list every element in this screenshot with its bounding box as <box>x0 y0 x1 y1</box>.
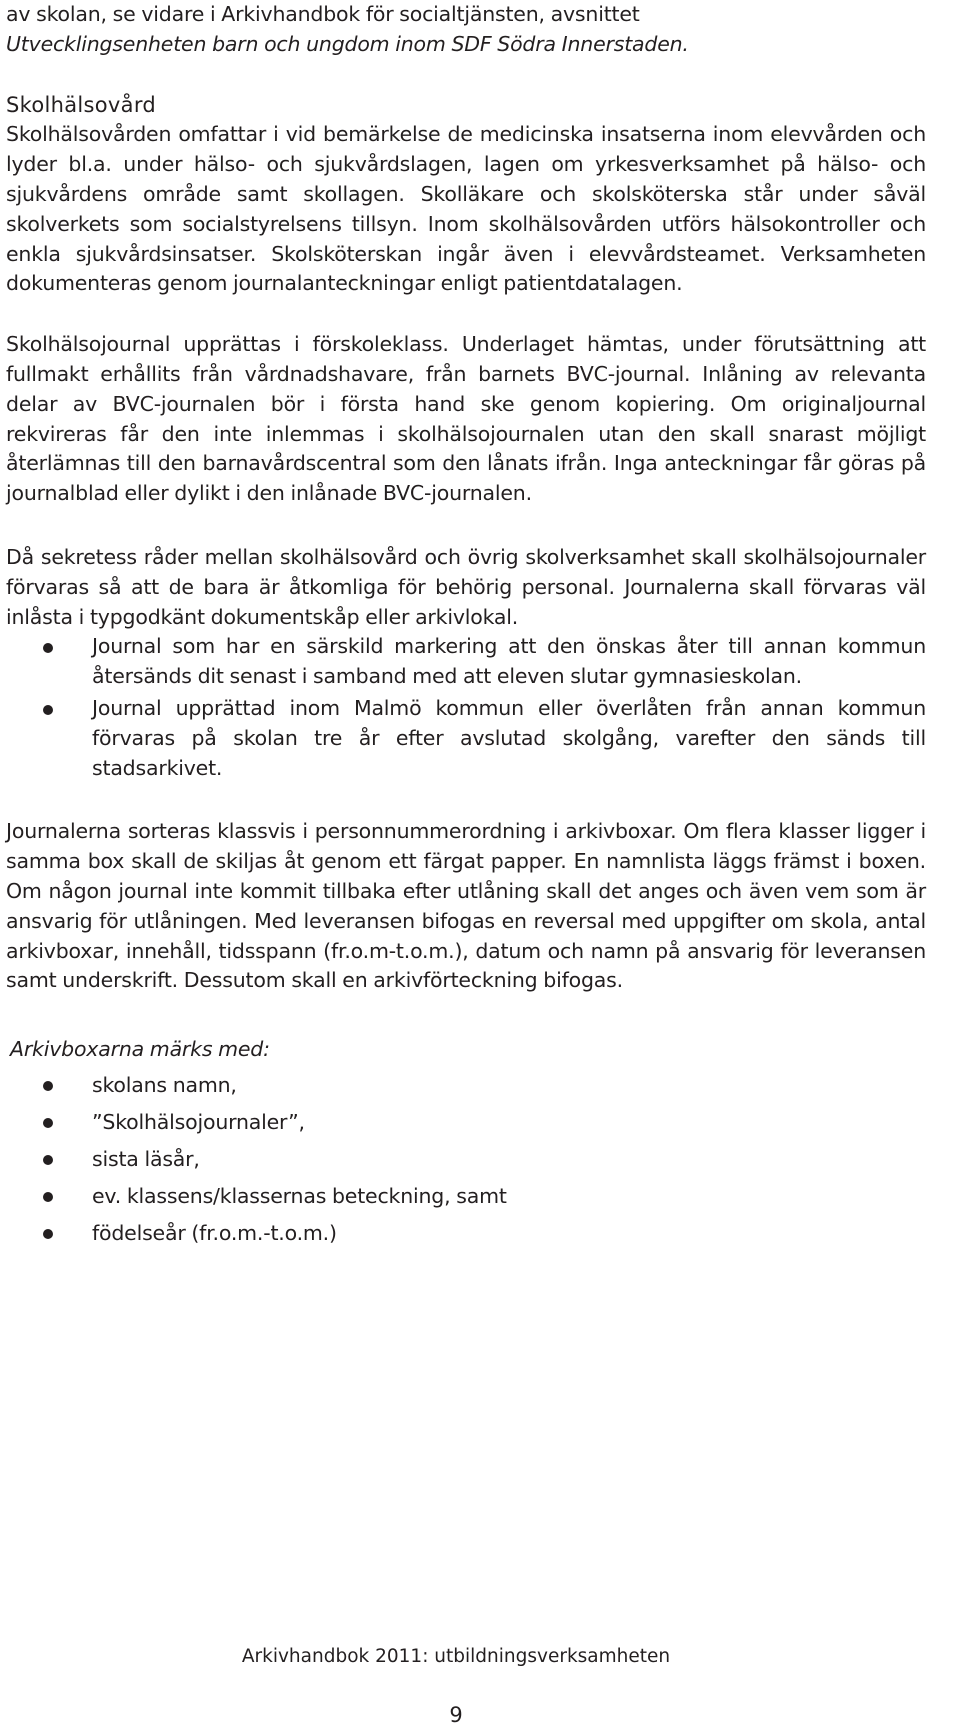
bullet-icon <box>43 1192 53 1202</box>
list-item <box>6 1141 926 1178</box>
paragraph-confidentiality: Då sekretess råder mellan skolhälsovård och övrig skolverksamhet skall skolhälsojournaler förvaras så att de bara är åtkomliga för behörig personal. Journalerna skall förvaras väl inlåsta i typgodkänt dokumentskåp eller arkivlokal. <box>6 544 926 629</box>
box-marking-label: Arkivboxarna märks med: <box>10 1037 270 1062</box>
list-item-text: födelseår (fr.o.m.-t.o.m.) <box>92 1220 337 1245</box>
list-item <box>6 1104 926 1141</box>
list-item-text: ”Skolhälsojournaler”, <box>92 1109 305 1134</box>
list-item <box>6 694 926 783</box>
bullet-icon <box>43 705 53 715</box>
section-heading: Skolhälsovård <box>6 92 157 117</box>
paragraph-school-health-scope: Skolhälsovården omfattar i vid bemärkelse de medicinska insatserna inom elevvården och lyder bl.a. under hälso- och sjukvårdslagen, lagen om yrkesverksamhet på hälso- och sjukvårdens område samt skollagen. Skolläkare och skolsköterska står under såväl skolverkets som socialstyrelsens tillsyn. Inom skolhälsovården utförs hälsokontroller och enkla sjukvårdsinsatser. Skolsköterskan ingår även i elevvårdsteamet. Verksamheten dokumenteras genom journalanteckningar enligt patientdatalagen. <box>6 122 926 296</box>
footer-title: Arkivhandbok 2011: utbildningsverksamheten <box>241 1646 671 1667</box>
intro-line: av skolan, se vidare i Arkivhandbok för socialtjänsten, avsnittet <box>6 2 640 26</box>
paragraph-sorting-delivery: Journalerna sorteras klassvis i personnummerordning i arkivboxar. Om flera klasser ligger i samma box skall de skiljas åt genom ett färgat papper. En namnlista läggs främst i boxen. Om någon journal inte kommit tillbaka efter utlåning skall det anges och även vem som är ansvarig för utlåningen. Med leveransen bifogas en reversal med uppgifter om skola, antal arkivboxar, innehåll, tidsspann (fr.o.m-t.o.m.), datum och namn på ansvarig för leveransen samt underskrift. Dessutom skall en arkivförteckning bifogas. <box>6 819 926 993</box>
bullet-icon <box>43 643 53 653</box>
list-item-text: sista läsår, <box>92 1146 200 1171</box>
list-item-text: Journal som har en särskild markering att den önskas åter till annan kommun återsänds dit senast i samband med att eleven slutar gymnasieskolan. <box>92 634 926 689</box>
list-item <box>6 1067 926 1104</box>
list-item-text: ev. klassens/klassernas beteckning, samt <box>92 1183 507 1208</box>
bullet-icon <box>43 1155 53 1165</box>
page-number: 9 <box>449 1703 463 1727</box>
bullet-icon <box>43 1118 53 1128</box>
list-item-text: skolans namn, <box>92 1072 237 1097</box>
list-item <box>6 1178 926 1215</box>
box-marking-list <box>6 1067 926 1252</box>
bullet-icon <box>43 1081 53 1091</box>
list-item <box>6 632 926 692</box>
intro-italic-line: Utvecklingsenheten barn och ungdom inom SDF Södra Innerstaden. <box>6 31 689 56</box>
journal-rules-list <box>6 632 926 783</box>
document-page <box>6 0 926 1252</box>
paragraph-journal-creation: Skolhälsojournal upprättas i förskoleklass. Underlaget hämtas, under förutsättning att fullmakt erhållits från vårdnadshavare, från barnets BVC-journal. Inlåning av relevanta delar av BVC-journalen bör i första hand ske genom kopiering. Om originaljournal rekvireras får den inte inlemmas i skolhälsojournalen utan den skall snarast möjligt återlämnas till den barnavårdscentral som den lånats ifrån. Inga anteckningar får göras på journalblad eller dylikt i den inlånade BVC-journalen. <box>6 332 926 506</box>
list-item-text: Journal upprättad inom Malmö kommun eller överlåten från annan kommun förvaras på skolan tre år efter avslutad skolgång, varefter den sänds till stadsarkivet. <box>92 695 926 780</box>
list-item <box>6 1215 926 1252</box>
bullet-icon <box>43 1229 53 1239</box>
